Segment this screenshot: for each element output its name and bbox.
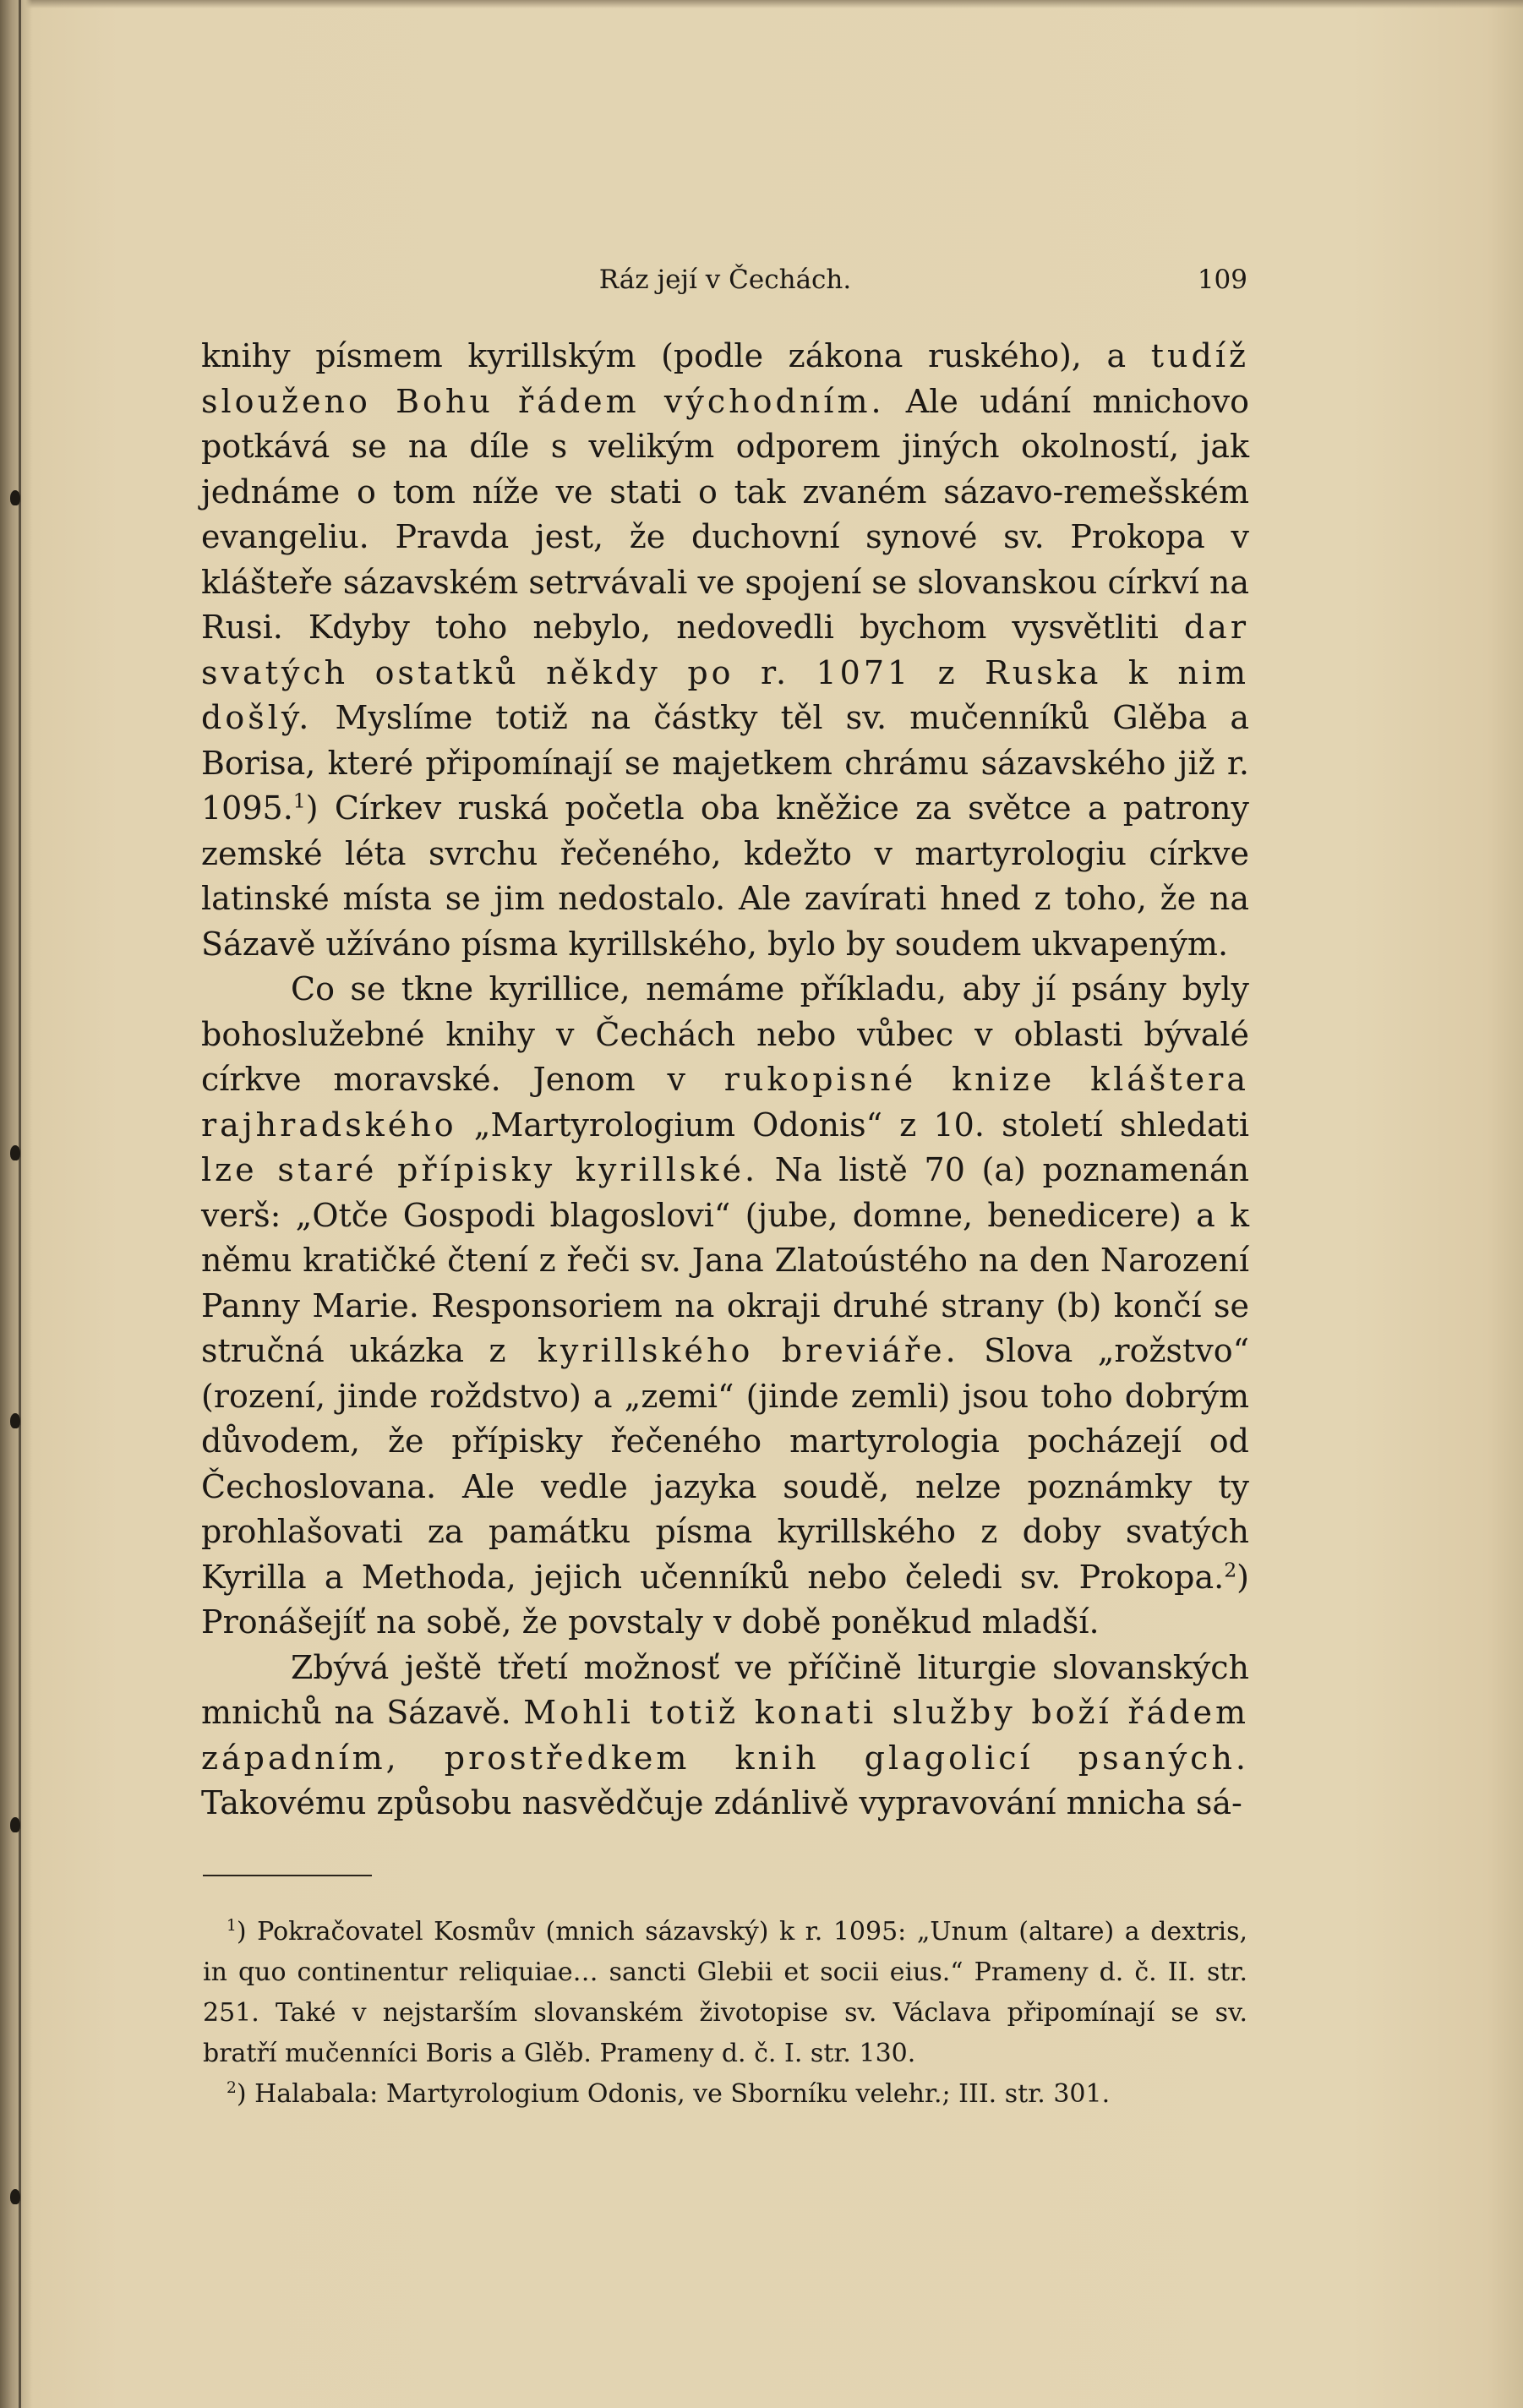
text-run: Ale udání mnichovo potkává se na díle s velikým odporem jiných okolností, jak jednáme o tom níže ve stati o tak zvaném sázavo-remešském evangeliu. Pravda jest, že duchovní synové sv. Prokopa v klášteře sázavském setrvávali ve spojení se slovanskou církví na Rusi. Kdyby toho nebylo, nedovedli bychom vysvětliti — [201, 382, 1250, 646]
paragraph — [201, 334, 1249, 967]
running-head: Ráz její v Čechách. — [598, 265, 852, 295]
text-run: „Martyrologium Odonis“ z 10. století shledati — [456, 1106, 1249, 1144]
text-run: Myslíme totiž na částky těl sv. mučenníků Glěba a Borisa, které připomínají se majetkem chrámu sázavského již r. 1095. — [201, 699, 1249, 827]
binding-shadow-line — [19, 0, 21, 2408]
spaced-emphasis: lze staré přípisky kyrillské. — [201, 1151, 759, 1188]
binding-mark — [10, 490, 20, 505]
paragraph — [201, 967, 1249, 1646]
binding-mark — [10, 1817, 20, 1832]
footnote-text: ) Halabala: Martyrologium Odonis, ve Sborníku velehr.; III. str. 301. — [236, 2079, 1111, 2109]
footnote-ref: 2 — [1224, 1557, 1237, 1581]
text-run: ) Církev ruská početla oba kněžice za světce a patrony zemské léta svrchu řečeného, kdežto v martyrologiu církve latinské místa se jim nedostalo. Ale zavírati hned z toho, že na Sázavě užíváno písma kyrillského, bylo by soudem ukvapeným. — [201, 789, 1249, 963]
binding-mark — [10, 1145, 20, 1160]
spaced-emphasis: Mohli totiž konati služby boží řádem západním, prostředkem knih glagolicí psaných. — [201, 1694, 1250, 1777]
spaced-emphasis: tudíž slouženo Bohu řádem východním. — [201, 337, 1249, 420]
page-top-edge — [0, 0, 1523, 8]
binding-mark — [10, 2189, 20, 2204]
text-run: Na listě 70 (a) poznamenán verš: „Otče Gospodi blagoslovi“ (jube, domne, benedicere) a k němu kratičké čtení z řeči sv. Jana Zlatoústého na den Narození Panny Marie. Responsoriem na okraji druhé strany (b) končí se stručná ukázka — [201, 1151, 1249, 1369]
text-run: Slova „rožstvo“ (rození, jinde roždstvo) a „zemi“ (jinde zemli) jsou toho dobrým důvodem, že přípisky řečeného martyrologia pocházejí od Čechoslovana. Ale vedle jazyka soudě, nelze poznámky ty prohlašovati za památku písma kyrillského z doby svatých Kyrilla a Methoda, jejich učenníků nebo čeledi sv. Prokopa. — [201, 1332, 1250, 1596]
footnotes — [203, 1912, 1247, 2115]
binding-mark — [10, 1413, 20, 1428]
text-run: knihy písmem kyrillským (podle zákona ruského), a — [201, 337, 1151, 374]
text-run: Zbývá ještě třetí možnosť ve příčině liturgie slovanských mnichů na Sázavě. — [201, 1648, 1249, 1731]
spaced-emphasis: z kyrillského breviáře. — [489, 1332, 959, 1369]
book-binding-edge — [0, 0, 32, 2408]
paragraph — [201, 1646, 1249, 1826]
footnote — [203, 1912, 1247, 2074]
body-text — [201, 334, 1249, 1826]
page-header — [203, 265, 1247, 298]
text-run: Takovému způsobu nasvědčuje zdánlivě vypravování mnicha sá- — [201, 1784, 1242, 1821]
spaced-emphasis: v rukopisné knize kláštera rajhradského — [201, 1061, 1249, 1144]
footnote-ref: 1 — [292, 789, 306, 813]
page-number: 109 — [1197, 265, 1247, 295]
text-run: ) Pronášejíť na sobě, že povstaly v době poněkud mladší. — [201, 1558, 1249, 1641]
footnote-separator — [203, 1875, 372, 1876]
footnote — [203, 2074, 1247, 2115]
footnote-mark: 1 — [227, 1917, 237, 1935]
footnote-mark: 2 — [227, 2079, 237, 2097]
spaced-emphasis: dar svatých ostatků někdy po r. 1071 z Ruska k nim došlý. — [201, 609, 1249, 736]
footnote-text: ) Pokračovatel Kosmův (mnich sázavský) k r. 1095: „Unum (altare) a dextris, in quo continentur reliquiae… sancti Glebii et socii eius.“ Prameny d. č. II. str. 251. Také v nejstarším slovanském životopise sv. Václava připomínají se sv. bratří mučenníci Boris a Glěb. Prameny d. č. I. str. 130. — [203, 1917, 1247, 2068]
text-run: Co se tkne kyrillice, nemáme příkladu, aby jí psány byly bohoslužebné knihy v Čechách nebo vůbec v oblasti bývalé církve moravské. Jenom — [201, 970, 1249, 1098]
